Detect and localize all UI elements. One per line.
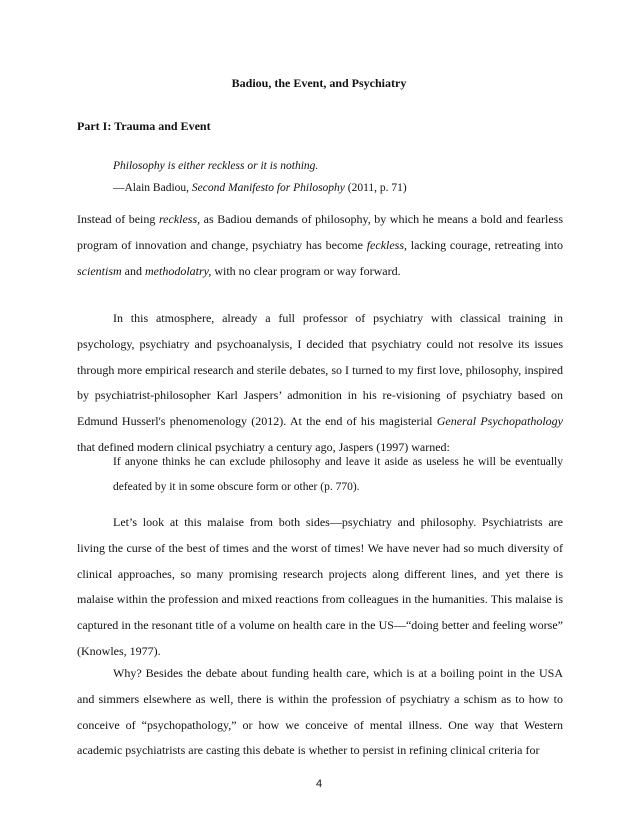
paragraph-2 [77, 306, 563, 461]
p2-text-2: that defined modern clinical psychiatry a century ago, Jaspers (1997) warned: [77, 439, 450, 454]
p1-emphasis-methodolatry: methodolatry, [145, 263, 212, 278]
p1-emphasis-reckless: reckless, [158, 212, 201, 226]
epigraph-attribution [113, 182, 407, 194]
p1-emphasis-scientism: scientism [77, 263, 122, 278]
p1-text-2: as Badiou demands of philosophy, by which he means a bold and fearless program of innovation and change, psychiatry has become [77, 212, 563, 252]
p1-text-1: Instead of being [77, 212, 159, 226]
epigraph-quote: Philosophy is either reckless or it is nothing. [113, 160, 319, 172]
page-number: 4 [315, 778, 323, 790]
paragraph-3: Let’s look at this malaise from both sides—psychiatry and philosophy. Psychiatrists are living the curse of the best of times and the worst of times! We have never had so much diversity of clinical approaches, so many promising research projects along different lines, and yet there is malaise within the profession and mixed reactions from colleagues in the humanities. This malaise is captured in the resonant title of a volume on health care in the US—“doing better and feeling worse” (Knowles, 1977). [77, 515, 563, 658]
document-title: Badiou, the Event, and Psychiatry [231, 76, 407, 90]
p2-text-1: In this atmosphere, already a full professor of psychiatry with classical training in psychology, psychiatry and psychoanalysis, I decided that psychiatry could not resolve its issues through more empirical research and sterile debates, so I turned to my first love, philosophy, inspired by psychiatrist-philosopher Karl Jaspers’ admonition in his re-visioning of psychiatry based on Edmund Husserl's phenomenology (2012). At the end of his magisterial [77, 311, 563, 429]
paragraph-4: Why? Besides the debate about funding health care, which is at a boiling point in the USA and simmers elsewhere as well, there is within the profession of psychiatry a schism as to how to conceive of “psychopathology,” or how we conceive of mental illness. One way that Western academic psychiatrists are casting this debate is whether to persist in refining clinical criteria for [77, 666, 563, 758]
section-heading: Part I: Trauma and Event [77, 119, 211, 133]
epigraph-attribution-prefix: —Alain Badiou, [113, 182, 192, 194]
paragraph-1 [77, 207, 563, 284]
p1-text-3: lacking courage, retreating into [407, 237, 564, 252]
block-quote: If anyone thinks he can exclude philosophy and leave it aside as useless he will be eventually defeated by it in some obscure form or other (p. 770). [113, 456, 563, 493]
p1-emphasis-feckless: feckless, [366, 237, 408, 252]
p2-emphasis-general-psychopathology: General Psychopathology [436, 414, 563, 429]
epigraph-attribution-work: Second Manifesto for Philosophy [191, 182, 345, 194]
epigraph-attribution-suffix: (2011, p. 71) [344, 182, 407, 194]
p1-text-5: with no clear program or way forward. [211, 263, 401, 278]
p1-text-4: and [121, 263, 145, 278]
